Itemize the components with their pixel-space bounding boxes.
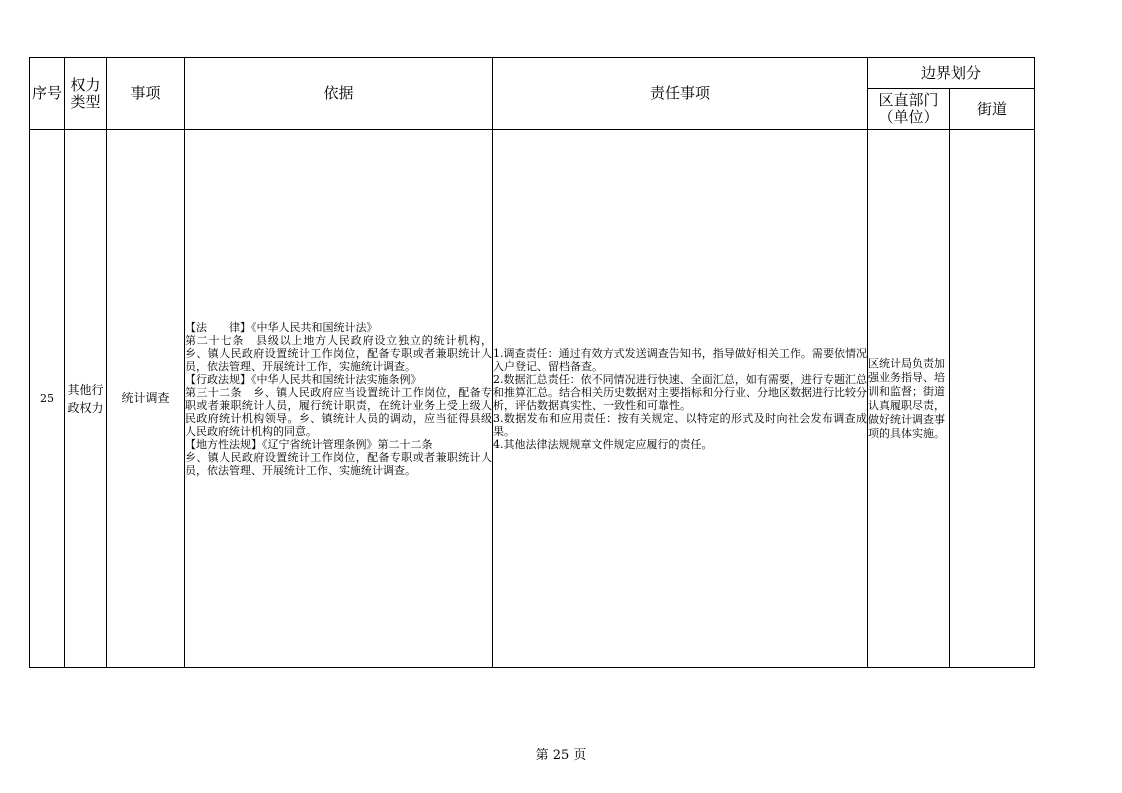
table-row [30, 130, 1035, 668]
cell-street [950, 130, 1035, 668]
cell-type: 其他行政权力 [65, 130, 107, 668]
cell-seq: 25 [30, 130, 65, 668]
basis-line: 第三十二条 乡、镇人民政府应当设置统计工作岗位，配备专职或者兼职统计人员，履行统计职责，在统计业务上受上级人民政府统计机构领导。乡、镇统计人员的调动，应当征得县级人民政府统计机构的同意。 [185, 385, 492, 438]
header-type: 权力类型 [65, 58, 107, 130]
cell-basis [185, 130, 493, 668]
basis-line: 【地方性法规】《辽宁省统计管理条例》第二十二条 [185, 437, 433, 451]
authority-table [29, 57, 1035, 668]
header-item: 事项 [107, 58, 185, 130]
header-seq: 序号 [30, 58, 65, 130]
responsibility-line: 3.数据发布和应用责任：按有关规定、以特定的形式及时向社会发布调查成果。 [493, 411, 867, 438]
responsibility-line: 2.数据汇总责任：依不同情况进行快速、全面汇总，如有需要，进行专题汇总和推算汇总。结合相关历史数据对主要指标和分行业、分地区数据进行比较分析，评估数据真实性、一致性和可靠性。 [493, 372, 867, 412]
basis-line: 第二十七条 县级以上地方人民政府设立独立的统计机构，乡、镇人民政府设置统计工作岗位，配备专职或者兼职统计人员，依法管理、开展统计工作，实施统计调查。 [185, 333, 492, 373]
basis-line: 【法 律】《中华人民共和国统计法》 [185, 320, 378, 334]
responsibility-line: 1.调查责任：通过有效方式发送调查告知书，指导做好相关工作。需要依情况入户登记、留档备查。 [493, 346, 867, 373]
header-basis: 依据 [185, 58, 493, 130]
cell-responsibility [493, 130, 868, 668]
responsibility-line: 4.其他法律法规规章文件规定应履行的责任。 [493, 437, 713, 451]
cell-dept: 区统计局负责加强业务指导、培训和监督；街道认真履职尽责，做好统计调查事项的具体实施。 [868, 130, 950, 668]
page-number: 第 25 页 [535, 748, 587, 763]
cell-item: 统计调查 [107, 130, 185, 668]
header-street: 街道 [950, 89, 1035, 130]
basis-line: 【行政法规】《中华人民共和国统计法实施条例》 [185, 372, 422, 386]
basis-line: 乡、镇人民政府设置统计工作岗位，配备专职或者兼职统计人员，依法管理、开展统计工作、实施统计调查。 [185, 450, 492, 477]
header-responsibility: 责任事项 [493, 58, 868, 130]
header-dept: 区直部门（单位） [868, 89, 950, 130]
header-boundary: 边界划分 [868, 58, 1035, 89]
